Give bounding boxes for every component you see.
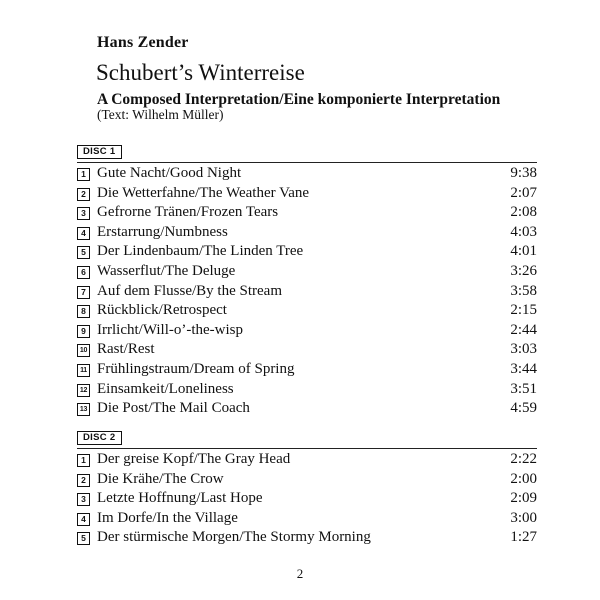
track-duration: 4:01 <box>510 243 537 260</box>
album-subtitle: A Composed Interpretation/Eine komponierte Interpretation <box>97 91 501 108</box>
track-title: Die Wetterfahne/The Weather Vane <box>97 184 310 201</box>
track-title: Auf dem Flusse/By the Stream <box>97 282 282 299</box>
track-title: Rast/Rest <box>97 341 155 358</box>
track-duration: 4:03 <box>510 223 537 240</box>
track-title: Rückblick/Retrospect <box>97 302 227 319</box>
track-title: Die Krähe/The Crow <box>97 470 224 487</box>
track-row <box>77 528 537 548</box>
track-row <box>77 184 537 204</box>
track-duration: 2:44 <box>510 321 537 338</box>
track-duration: 3:51 <box>510 380 537 397</box>
track-title: Die Post/The Mail Coach <box>97 400 250 417</box>
track-number-box: 9 <box>77 325 90 338</box>
track-title: Frühlingstraum/Dream of Spring <box>97 360 295 377</box>
track-number-box: 5 <box>77 246 90 259</box>
disc-2-tracklist <box>77 450 537 548</box>
track-title: Im Dorfe/In the Village <box>97 509 238 526</box>
track-duration: 3:44 <box>510 360 537 377</box>
track-row <box>77 321 537 341</box>
track-row <box>77 489 537 509</box>
track-number-box: 4 <box>77 513 90 526</box>
track-duration: 2:15 <box>510 302 537 319</box>
track-number-box: 2 <box>77 474 90 487</box>
track-duration: 3:03 <box>510 341 537 358</box>
track-title: Der greise Kopf/The Gray Head <box>97 451 291 467</box>
disc-1-divider <box>77 162 537 163</box>
track-number-box: 4 <box>77 227 90 240</box>
composer-name: Hans Zender <box>97 34 189 51</box>
disc-2-divider <box>77 448 537 449</box>
track-row <box>77 450 537 470</box>
track-title: Der Lindenbaum/The Linden Tree <box>97 243 304 260</box>
track-row <box>77 301 537 321</box>
track-duration: 1:27 <box>510 529 537 546</box>
text-credit: (Text: Wilhelm Müller) <box>97 107 224 122</box>
disc-1-label: DISC 1 <box>77 145 122 159</box>
track-number-box: 11 <box>77 364 90 377</box>
track-title: Wasserflut/The Deluge <box>97 262 236 279</box>
track-duration: 3:58 <box>510 282 537 299</box>
track-duration: 2:09 <box>510 490 537 507</box>
track-title: Gefrorne Tränen/Frozen Tears <box>97 204 279 221</box>
track-number-box: 2 <box>77 188 90 201</box>
track-row <box>77 203 537 223</box>
track-row <box>77 262 537 282</box>
track-row <box>77 340 537 360</box>
track-row <box>77 470 537 490</box>
track-duration: 2:08 <box>510 204 537 221</box>
track-duration: 3:26 <box>510 262 537 279</box>
page-number: 2 <box>296 566 304 581</box>
track-duration: 2:07 <box>510 184 537 201</box>
track-row <box>77 399 537 419</box>
track-row <box>77 380 537 400</box>
track-number-box: 12 <box>77 384 90 397</box>
track-duration: 3:00 <box>510 509 537 526</box>
track-title: Irrlicht/Will-o’-the-wisp <box>97 321 244 338</box>
track-number-box: 1 <box>77 454 90 467</box>
track-title: Letzte Hoffnung/Last Hope <box>97 490 263 507</box>
track-number-box: 7 <box>77 286 90 299</box>
track-number-box: 3 <box>77 493 90 506</box>
track-number-box: 13 <box>77 403 90 416</box>
track-number-box: 3 <box>77 207 90 220</box>
track-title: Einsamkeit/Loneliness <box>97 380 234 397</box>
track-row <box>77 223 537 243</box>
track-row <box>77 509 537 529</box>
track-number-box: 8 <box>77 305 90 318</box>
track-number-box: 5 <box>77 532 90 545</box>
album-title: Schubert’s Winterreise <box>96 60 305 85</box>
track-duration: 2:00 <box>510 470 537 487</box>
track-row <box>77 242 537 262</box>
track-row <box>77 164 537 184</box>
track-row <box>77 282 537 302</box>
track-title: Erstarrung/Numbness <box>97 223 228 240</box>
track-row <box>77 360 537 380</box>
track-title: Der stürmische Morgen/The Stormy Morning <box>97 529 371 546</box>
track-duration: 2:22 <box>510 451 537 467</box>
track-number-box: 1 <box>77 168 90 181</box>
track-number-box: 10 <box>77 344 90 357</box>
disc-1-tracklist <box>77 164 537 419</box>
disc-2-label: DISC 2 <box>77 431 122 445</box>
track-number-box: 6 <box>77 266 90 279</box>
track-duration: 9:38 <box>510 165 537 181</box>
track-title: Gute Nacht/Good Night <box>97 165 242 181</box>
track-duration: 4:59 <box>510 400 537 417</box>
